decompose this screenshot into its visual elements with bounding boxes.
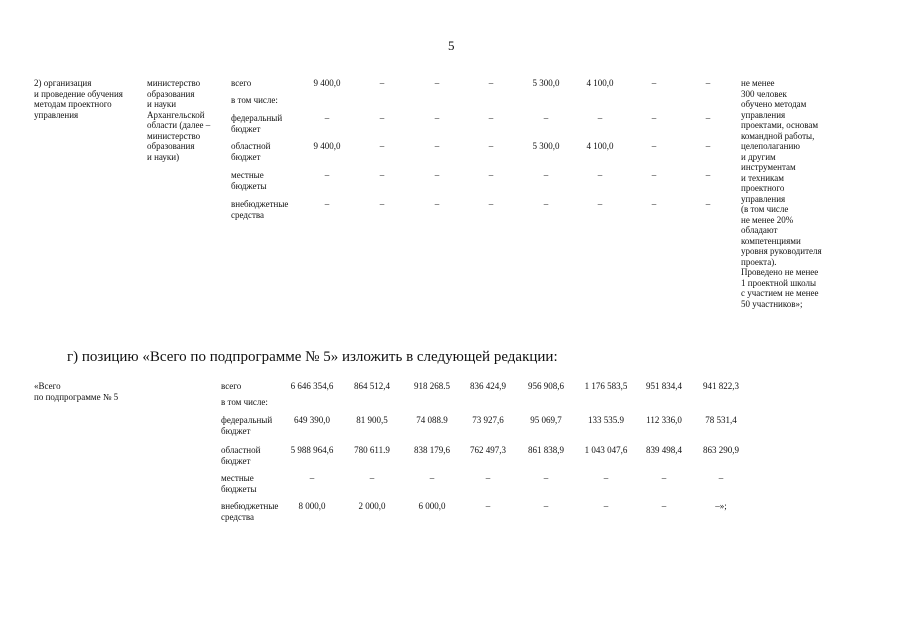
row-label: областной бюджет	[221, 445, 261, 466]
table-cell: –	[488, 199, 494, 209]
table-cell: –	[597, 170, 603, 180]
table-cell: 9 400,0	[313, 141, 341, 151]
table-cell: –	[651, 113, 657, 123]
table1-activity: 2) организация и проведение обучения методам проектного управления	[34, 78, 123, 120]
table-cell: –	[705, 113, 711, 123]
section-heading: г) позицию «Всего по подпрограмме № 5» изложить в следующей редакции:	[67, 349, 558, 365]
table-cell: 838 179,6	[414, 445, 450, 455]
table-cell: –	[543, 170, 549, 180]
table-cell: –	[379, 141, 385, 151]
table-cell: –	[705, 78, 711, 88]
table-cell: 78 531,4	[705, 415, 737, 425]
table-cell: 861 838,9	[528, 445, 564, 455]
table-cell: 1 043 047,6	[584, 445, 628, 455]
table-cell: –	[543, 473, 549, 483]
table-cell: –	[543, 199, 549, 209]
table-cell: –	[379, 199, 385, 209]
table-cell: –	[718, 473, 724, 483]
table-cell: –	[705, 170, 711, 180]
table-cell: –	[603, 501, 609, 511]
row-label: федеральный бюджет	[221, 415, 273, 436]
table-cell: –	[434, 113, 440, 123]
table-cell: –	[309, 473, 315, 483]
table1-executor: министерство образования и науки Архангельской области (далее – министерство образования и науки)	[147, 78, 211, 162]
table-cell: 112 336,0	[646, 415, 682, 425]
row-label: внебюджетные средства	[221, 501, 279, 522]
table-cell: –	[651, 170, 657, 180]
table-cell: –	[485, 473, 491, 483]
table-cell: –	[324, 199, 330, 209]
table-cell: 863 290,9	[703, 445, 739, 455]
table-cell: –	[597, 199, 603, 209]
table-cell: –	[603, 473, 609, 483]
table-cell: –	[543, 501, 549, 511]
table-cell: –	[651, 199, 657, 209]
table-cell: –	[488, 170, 494, 180]
table-cell: 762 497,3	[470, 445, 506, 455]
row-label: в том числе:	[221, 397, 268, 407]
table-cell: –	[324, 113, 330, 123]
table-cell: 73 927,6	[472, 415, 504, 425]
table-cell: 4 100,0	[586, 141, 614, 151]
table-cell: –»;	[715, 501, 727, 511]
table-cell: –	[488, 78, 494, 88]
table-cell: –	[488, 113, 494, 123]
table-cell: 780 611.9	[354, 445, 390, 455]
table-cell: –	[434, 199, 440, 209]
table-cell: –	[379, 78, 385, 88]
row-label: всего	[221, 381, 242, 391]
table-cell: –	[661, 473, 667, 483]
table-cell: 918 268.5	[414, 381, 450, 391]
table-cell: 8 000,0	[298, 501, 326, 511]
table-cell: 5 988 964,6	[290, 445, 334, 455]
table-cell: –	[324, 170, 330, 180]
table-cell: 5 300,0	[532, 78, 560, 88]
table-cell: 6 646 354,6	[290, 381, 334, 391]
table-cell: –	[379, 170, 385, 180]
table-cell: 95 069,7	[530, 415, 562, 425]
row-label: местные бюджеты	[231, 170, 267, 191]
table1-result-note: не менее 300 человек обучено методам управления проектами, основам командной работы, целеполаганию и другим инструментам и техникам проектного управления (в том числе не менее 20% обладают компетенциями уровня руководителя проекта). Проведено не менее 1 проектной школы с участием не менее 50 участников»;	[741, 78, 822, 309]
table-cell: –	[488, 141, 494, 151]
table-cell: –	[434, 78, 440, 88]
table-cell: –	[429, 473, 435, 483]
table-cell: –	[543, 113, 549, 123]
table-cell: 649 390,0	[294, 415, 330, 425]
table2-title: «Всего по подпрограмме № 5	[34, 381, 119, 402]
table-cell: –	[651, 141, 657, 151]
row-label: внебюджетные средства	[231, 199, 289, 220]
table-cell: 839 498,4	[646, 445, 682, 455]
table-cell: –	[379, 113, 385, 123]
table-cell: 836 424,9	[470, 381, 506, 391]
table-cell: –	[434, 141, 440, 151]
row-label: местные бюджеты	[221, 473, 257, 494]
table-cell: 4 100,0	[586, 78, 614, 88]
table-cell: 6 000,0	[418, 501, 446, 511]
page-number: 5	[448, 38, 455, 53]
table-cell: 1 176 583,5	[584, 381, 628, 391]
table-cell: 956 908,6	[528, 381, 564, 391]
table-cell: 74 088.9	[416, 415, 448, 425]
table-cell: –	[661, 501, 667, 511]
table-cell: 2 000,0	[358, 501, 386, 511]
table-cell: 81 900,5	[356, 415, 388, 425]
table-cell: –	[485, 501, 491, 511]
table-cell: 941 822,3	[703, 381, 739, 391]
table-cell: 9 400,0	[313, 78, 341, 88]
row-label: федеральный бюджет	[231, 113, 283, 134]
row-label: областной бюджет	[231, 141, 271, 162]
row-label: всего	[231, 78, 252, 88]
table-cell: –	[651, 78, 657, 88]
table-cell: –	[705, 199, 711, 209]
table-cell: 5 300,0	[532, 141, 560, 151]
table-cell: 133 535.9	[588, 415, 624, 425]
table-cell: –	[369, 473, 375, 483]
table-cell: 864 512,4	[354, 381, 390, 391]
table-cell: –	[705, 141, 711, 151]
table-cell: –	[597, 113, 603, 123]
row-label: в том числе:	[231, 95, 278, 105]
table-cell: 951 834,4	[646, 381, 682, 391]
table-cell: –	[434, 170, 440, 180]
